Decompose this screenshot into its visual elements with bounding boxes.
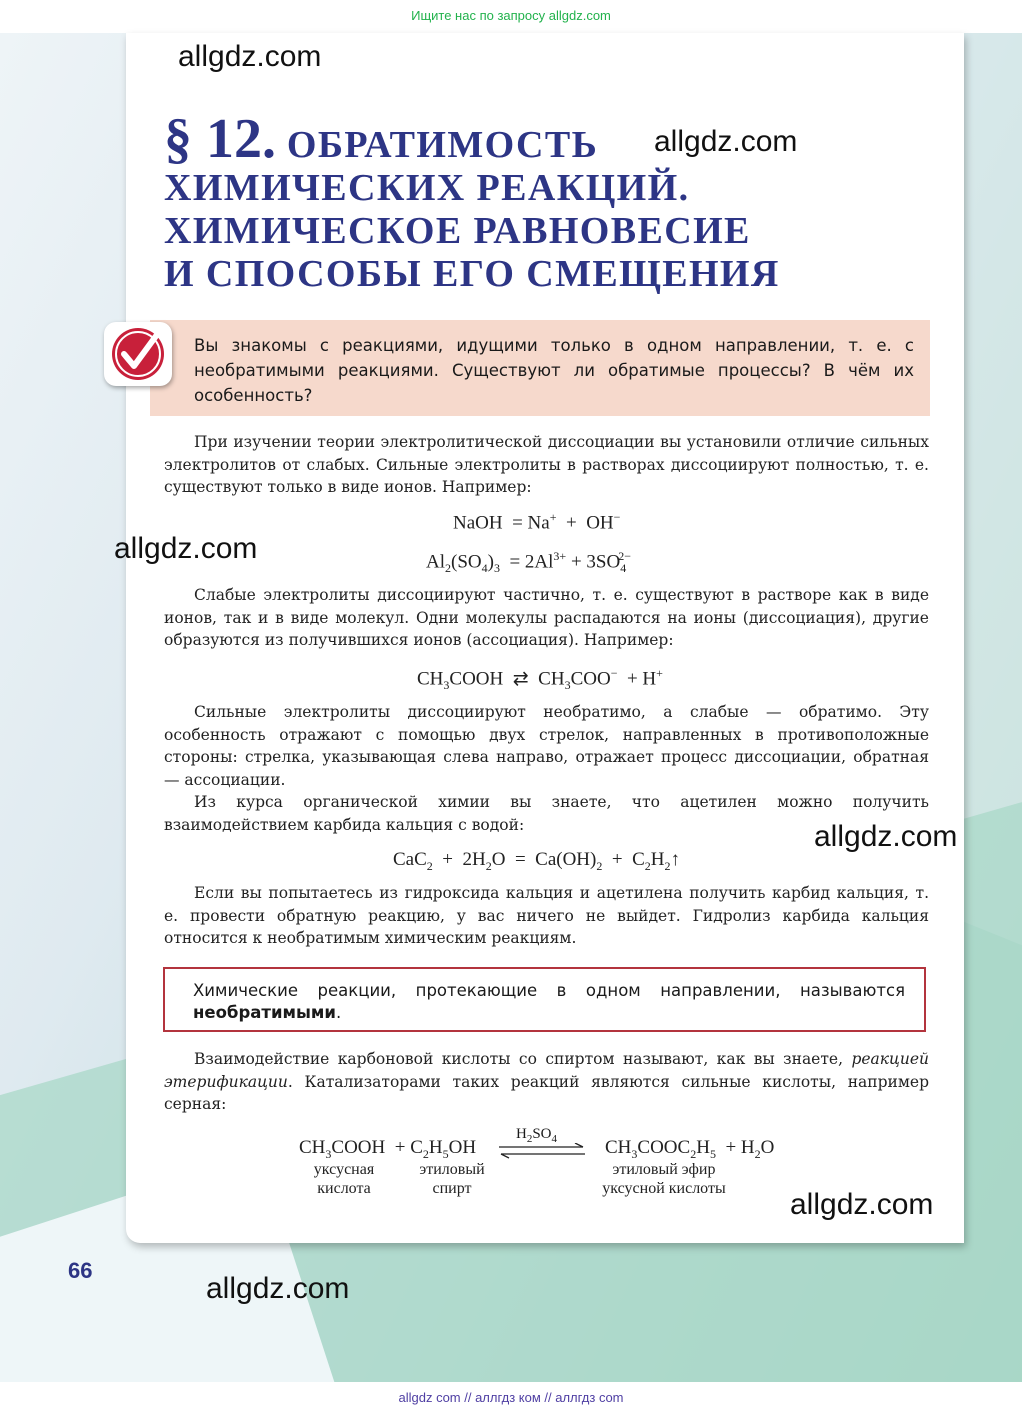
watermark: allgdz.com bbox=[654, 125, 798, 158]
watermark: allgdz.com bbox=[114, 532, 258, 565]
watermark: allgdz.com bbox=[790, 1188, 934, 1221]
equation-calcium-carbide: $CaC_2 + 2H_2O = Ca(OH)_2$ + $C_2H_2↑$ bbox=[393, 849, 680, 873]
label-acetic-acid: уксусная кислота bbox=[313, 1161, 375, 1197]
section-number: § 12. bbox=[164, 108, 276, 170]
page-number: 66 bbox=[68, 1258, 93, 1283]
equation-acetic-dissociation: $CH_3COOH$ ⇄ $CH_3COO^- + H^+$ bbox=[417, 666, 663, 693]
title-line-4: И СПОСОБЫ ЕГО СМЕЩЕНИЯ bbox=[164, 253, 780, 295]
definition-text bbox=[193, 980, 905, 1024]
definition-body: Химические реакции, протекающие в одном направлении, называются bbox=[193, 981, 905, 1000]
paragraph-5: Если вы попытаетесь из гидроксида кальция и ацетилена получить карбид кальция, т. е. провести обратную реакцию, у вас ничего не выйдет. Гидролиз карбида кальция относится к необратимым химическим реакциям. bbox=[164, 884, 929, 947]
paragraph-3: Сильные электролиты диссоциируют необратимо, а слабые — обратимо. Эту особенность отражают с помощью двух стрелок, направленных в противоположные стороны: стрелка, указывающая слева направо, отражает процесс диссоциации, обратная — ассоциации. bbox=[164, 703, 929, 789]
definition-end: . bbox=[335, 1003, 342, 1022]
paragraph-6-end: . Катализаторами таких реакций являются сильные кислоты, например серная: bbox=[164, 1072, 929, 1113]
equation-naoh: NaOH = Na+ + OH− bbox=[453, 510, 621, 534]
title-line-3: ХИМИЧЕСКОЕ РАВНОВЕСИЕ bbox=[164, 210, 751, 252]
checkmark-icon bbox=[104, 322, 172, 386]
paragraph-1: При изучении теории электролитической диссоциации вы установили отличие сильных электролитов от слабых. Сильные электролиты в растворах диссоциируют полностью, т. е. существуют только в виде ионов. Например: bbox=[164, 433, 929, 496]
paragraph-2: Слабые электролиты диссоциируют частично, т. е. существуют в растворе как в виде ионов, так и в виде молекул. Одни молекулы распадаются на ионы (диссоциация), другие образуются из получившихся ионов (ассоциация). Например: bbox=[164, 586, 929, 649]
top-banner: Ищите нас по запросу allgdz.com bbox=[0, 0, 1022, 33]
watermark: allgdz.com bbox=[814, 820, 958, 853]
paragraph-6 bbox=[164, 1048, 929, 1116]
equation-esterification-left: $CH_3COOH + C_2H_5OH$ bbox=[299, 1137, 477, 1161]
reversible-arrow-icon bbox=[497, 1143, 587, 1159]
title-line-2: ХИМИЧЕСКИХ РЕАКЦИЙ. bbox=[164, 167, 690, 209]
paragraph-6-start: Взаимодействие карбоновой кислоты со спиртом называют, как вы знаете, bbox=[194, 1050, 844, 1068]
intro-question: Вы знакомы с реакциями, идущими только в одном направлении, т. е. с необратимыми реакциями. Существуют ли обратимые процессы? В чём их особенность? bbox=[194, 336, 914, 405]
definition-term: необратимыми bbox=[193, 1003, 336, 1022]
watermark: allgdz.com bbox=[178, 40, 322, 73]
label-ethanol: этиловый спирт bbox=[419, 1161, 485, 1197]
page-title bbox=[164, 108, 954, 296]
equation-esterification-right: $CH_3COOC_2H_5 + H_2O$ bbox=[605, 1137, 775, 1161]
label-ethyl-acetate: этиловый эфир уксусной кислоты bbox=[602, 1161, 726, 1197]
paragraph-4: Из курса органической химии вы знаете, что ацетилен можно получить взаимодействием карбида кальция с водой: bbox=[164, 793, 929, 834]
esterification-term: реакцией этерификации bbox=[164, 1050, 929, 1091]
watermark: allgdz.com bbox=[206, 1272, 350, 1305]
title-line-1: ОБРАТИМОСТЬ bbox=[286, 124, 599, 166]
bottom-banner: allgdz com // аллгдз ком // аллгдз com bbox=[0, 1382, 1022, 1415]
catalyst-label: $H_2SO_4$ bbox=[516, 1126, 558, 1145]
equation-al2so43: $Al_2(SO_4)_3 = 2Al^{3+} + 3SO_4^{2-}$ bbox=[426, 549, 631, 576]
